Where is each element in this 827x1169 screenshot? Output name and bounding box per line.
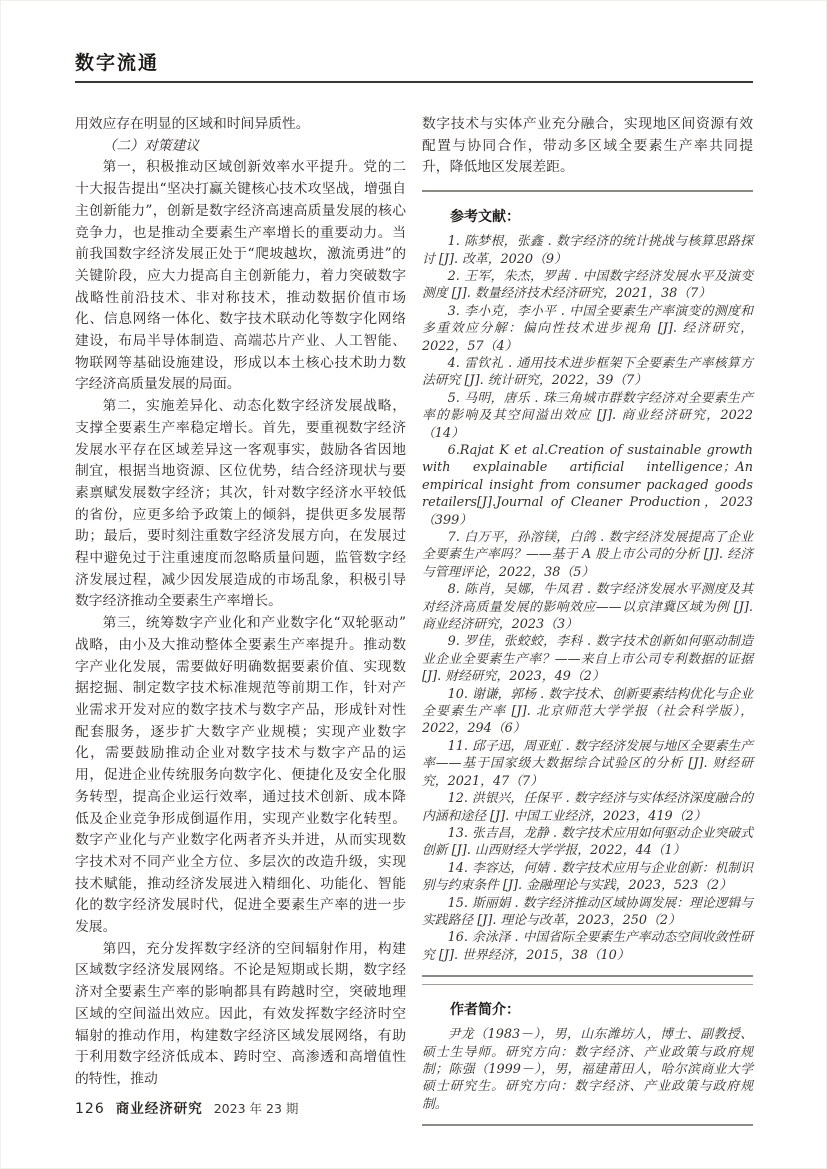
reference-item: 1. 陈梦根，张鑫 . 数字经济的统计挑战与核算思路探讨 [J]. 改革，2020（9） (422, 234, 753, 267)
body-paragraph: 数字技术与实体产业充分融合，实现地区间资源有效配置与协同合作，带动多区域全要素生产率共同提升，降低地区发展差距。 (422, 116, 753, 176)
reference-item: 15. 斯丽娟 . 数字经济推动区域协调发展：理论逻辑与实践路径 [J]. 理论与改革，2023，250（2） (422, 895, 753, 928)
references-list (422, 233, 753, 964)
references-bottom-rule (422, 975, 753, 977)
right-column (422, 114, 753, 1126)
body-paragraph: 第二，实施差异化、动态化数字经济发展战略，支撑全要素生产率稳定增长。首先，要重视数字经济发展水平存在区域差异这一客观事实，鼓励各省因地制宜，根据当地资源、区位优势，结合经济现状与要素禀赋发展数字经济；其次，针对数字经济水平较低的省份，应更多给予政策上的倾斜，提供更多发展帮助；最后，要时刻注重数字经济发展方向，在发展过程中避免过于注重速度而忽略质量问题，监管数字经济发展过程，减少因发展造成的市场乱象，积极引导数字经济推动全要素生产率增长。 (75, 398, 406, 610)
reference-item: 5. 马明，唐乐 . 珠三角城市群数字经济对全要素生产率的影响及其空间溢出效应 [J]. 商业经济研究，2022（14） (422, 390, 753, 441)
reference-item: 9. 罗佳，张蛟蛟，李科 . 数字技术创新如何驱动制造业企业全要素生产率？——来自上市公司专利数据的证据 [J]. 财经研究，2023，49（2） (422, 634, 753, 685)
page-title: 数字流通 (75, 52, 160, 74)
left-column (75, 114, 406, 1091)
reference-item: 13. 张吉昌，龙静 . 数字技术应用如何驱动企业突破式创新 [J]. 山西财经大学学报，2022，44（1） (422, 825, 753, 859)
author-bio-text: 尹龙（1983－），男，山东潍坊人，博士、副教授、硕士生导师。研究方向：数字经济、产业政策与政府规制；陈强（1999－），男，福建莆田人，哈尔滨商业大学硕士研究生。研究方向：数字经济、产业政策与政府规制。 (422, 1027, 753, 1112)
page-footer (75, 1097, 298, 1117)
body-paragraph: 第四，充分发挥数字经济的空间辐射作用，构建区域数字经济发展网络。不论是短期或长期，数字经济对全要素生产率的影响都具有跨越时空，突破地理区域的空间溢出效应。因此，有效发挥数字经济时空辐射的推动作用，构建数字经济区域发展网络，有助于利用数字经济低成本、跨时空、高渗透和高增值性的特性，推动 (75, 940, 406, 1087)
reference-item: 8. 陈肖，吴娜，牛凤君 . 数字经济发展水平测度及其对经济高质量发展的影响效应——以京津冀区域为例 [J]. 商业经济研究，2023（3） (422, 582, 753, 633)
footer-issue-info: 2023 年 23 期 (213, 1101, 299, 1116)
body-paragraph: 用效应存在明显的区域和时间异质性。 (75, 116, 310, 132)
reference-item: 3. 李小克，李小平 . 中国全要素生产率演变的测度和多重效应分解：偏向性技术进步视角 [J]. 经济研究，2022，57（4） (422, 303, 753, 354)
body-paragraph: 第一，积极推动区域创新效率水平提升。党的二十大报告提出“坚决打赢关键核心技术攻坚战，增强自主创新能力”，创新是数字经济高速高质量发展的核心竞争力，也是推动全要素生产率增长的重要动力。当前我国数字经济发展正处于“爬坡越坎，激流勇进”的关键阶段，应大力提高自主创新能力，着力突破数字战略性前沿技术、非对称技术，推动数据价值市场化、信息网络一体化、数字技术联动化等数字化网络建设，布局半导体制造、高端芯片产业、人工智能、物联网等基础设施建设，形成以本土核心技术助力数字经济高质量发展的局面。 (75, 159, 406, 393)
page-header (75, 48, 753, 83)
references-top-rule (422, 190, 753, 192)
references-heading: 参考文献： (450, 209, 520, 226)
reference-item: 10. 谢谦，郭杨 . 数字技术、创新要素结构优化与企业全要素生产率 [J]. 北京师范大学学报（社会科学版），2022，294（6） (422, 686, 753, 737)
reference-item: 12. 洪银兴，任保平 . 数字经济与实体经济深度融合的内涵和途径 [J]. 中国工业经济，2023，419（2） (422, 791, 753, 824)
author-bio-bottom-rule (422, 1124, 753, 1126)
reference-item: 16. 余泳泽 . 中国省际全要素生产率动态空间收敛性研究 [J]. 世界经济，2015，38（10） (422, 930, 753, 963)
reference-item: 6.Rajat K et al.Creation of sustainable growth with explainable artificial intelligence；An empirical insight from consumer packaged goods retailers[J].Journal of Cleaner Production，2023（399） (422, 442, 753, 528)
author-bio-heading: 作者简介： (450, 1002, 520, 1019)
reference-item: 7. 白万平，孙溶镁，白鸽 . 数字经济发展提高了企业全要素生产率吗？——基于 A 股上市公司的分析 [J]. 经济与管理评论，2022，38（5） (422, 530, 753, 580)
body-paragraph: 第三，统筹数字产业化和产业数字化“双轮驱动”战略，由小及大推动整体全要素生产率提升。推动数字产业化发展，需要做好明确数据要素价值、实现数据挖掘、制定数字技术标准规范等前期工作，针对产业需求开发对应的数字技术与数字产品，形成针对性配套服务，逐步扩大数字产业规模；实现产业数字化，需要鼓励推动企业对数字技术与数字产品的运用，促进企业传统服务向数字化、便捷化及安全化服务转型，提高企业运行效率，通过技术创新、成本降低及企业竞争形成倒逼作用，实现产业数字化转型。数字产业化与产业数字化两者齐头并进，从而实现数字技术对不同产业全方位、多层次的改造升级，实现技术赋能，推动经济发展进入精细化、功能化、智能化的数字经济发展时代，促进全要素生产率的进一步发展。 (75, 615, 406, 936)
left-column-paragraphs (75, 114, 406, 1091)
reference-item: 4. 雷钦礼 . 通用技术进步框架下全要素生产率核算方法研究 [J]. 统计研究，2022，39（7） (422, 355, 753, 389)
author-bio-top-rule (422, 984, 753, 985)
reference-item: 14. 李容达，何婧 . 数字技术应用与企业创新：机制识别与约束条件 [J]. 金融理论与实践，2023，523（2） (422, 860, 753, 894)
reference-item: 11. 邱子迅，周亚虹 . 数字经济发展与地区全要素生产率——基于国家级大数据综合试验区的分析 [J]. 财经研究，2021，47（7） (422, 738, 753, 789)
reference-item: 2. 王军，朱杰，罗茜 . 中国数字经济发展水平及演变测度 [J]. 数量经济技术经济研究，2021，38（7） (422, 268, 753, 302)
header-rule (75, 81, 753, 83)
footer-page-number: 126 (75, 1101, 105, 1117)
footer-journal-name: 商业经济研究 (115, 1101, 203, 1117)
article-body (75, 114, 753, 1126)
body-paragraph: （二）对策建议 (102, 137, 200, 154)
